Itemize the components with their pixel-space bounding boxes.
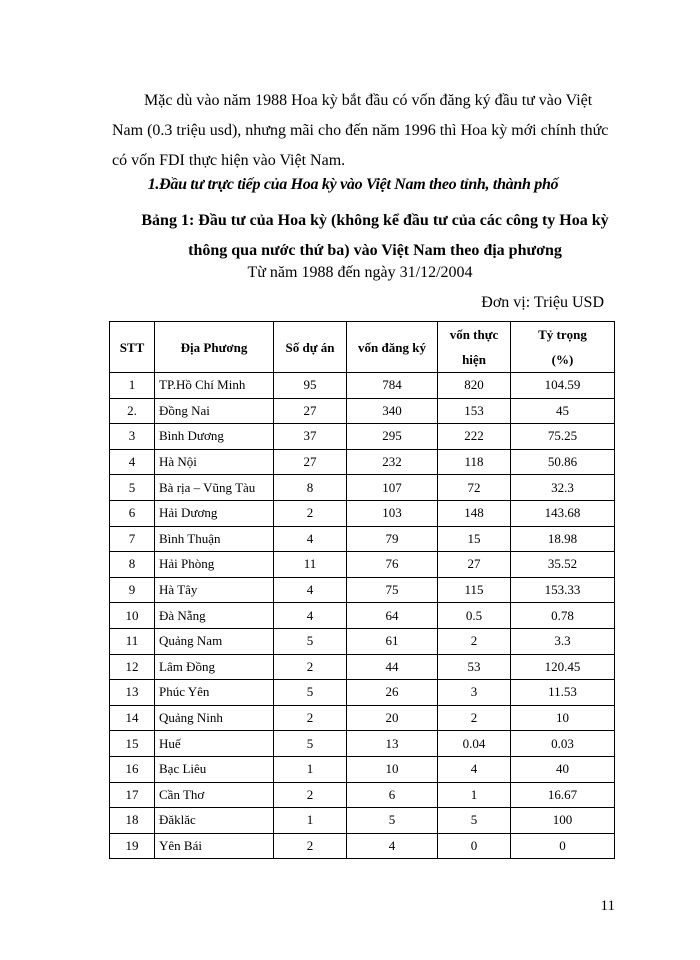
header-implemented: [438, 322, 511, 373]
cell-implemented: 72: [438, 475, 511, 501]
header-implemented-line-2: hiện: [462, 352, 486, 367]
cell-stt: 6: [110, 500, 155, 526]
cell-projects: 4: [274, 603, 347, 629]
cell-projects: 2: [274, 705, 347, 731]
intro-line-2: Nam (0.3 triệu usd), nhưng mãi cho đến năm 1996 thì Hoa kỳ mới chính thức: [112, 122, 609, 139]
cell-share: 40: [511, 756, 615, 782]
cell-registered: 5: [347, 808, 438, 834]
cell-stt: 13: [110, 680, 155, 706]
table-row: [110, 756, 615, 782]
unit-label: Đơn vị: Triệu USD: [481, 294, 604, 311]
table-caption: [140, 206, 610, 266]
table-row: [110, 398, 615, 424]
cell-location: Quảng Nam: [155, 628, 274, 654]
cell-projects: 5: [274, 731, 347, 757]
table-row: [110, 449, 615, 475]
cell-implemented: 0: [438, 833, 511, 859]
cell-projects: 4: [274, 577, 347, 603]
cell-implemented: 2: [438, 628, 511, 654]
table-row: [110, 808, 615, 834]
cell-registered: 107: [347, 475, 438, 501]
header-registered: vốn đăng ký: [347, 322, 438, 373]
cell-implemented: 0.5: [438, 603, 511, 629]
section-heading: [0, 176, 700, 194]
cell-share: 3.3: [511, 628, 615, 654]
cell-share: 50.86: [511, 449, 615, 475]
cell-location: Hà Nội: [155, 449, 274, 475]
cell-registered: 4: [347, 833, 438, 859]
cell-share: 143.68: [511, 500, 615, 526]
cell-share: 45: [511, 398, 615, 424]
cell-projects: 2: [274, 782, 347, 808]
table-row: [110, 603, 615, 629]
table-header: [110, 322, 615, 373]
table-row: [110, 526, 615, 552]
cell-projects: 5: [274, 628, 347, 654]
table-row: [110, 475, 615, 501]
cell-projects: 1: [274, 808, 347, 834]
header-location: Địa Phương: [155, 322, 274, 373]
table-row: [110, 654, 615, 680]
cell-implemented: 27: [438, 552, 511, 578]
period-text: Từ năm 1988 đến ngày 31/12/2004: [247, 264, 473, 281]
header-share-line-2: (%): [551, 352, 574, 367]
cell-location: Hà Tây: [155, 577, 274, 603]
cell-share: 0.78: [511, 603, 615, 629]
cell-location: Yên Bái: [155, 833, 274, 859]
table-row: [110, 705, 615, 731]
cell-share: 120.45: [511, 654, 615, 680]
cell-stt: 19: [110, 833, 155, 859]
cell-registered: 295: [347, 424, 438, 450]
header-stt: STT: [110, 322, 155, 373]
cell-location: Bình Thuận: [155, 526, 274, 552]
cell-registered: 79: [347, 526, 438, 552]
cell-location: TP.Hồ Chí Minh: [155, 373, 274, 399]
cell-location: Cần Thơ: [155, 782, 274, 808]
cell-implemented: 1: [438, 782, 511, 808]
cell-implemented: 222: [438, 424, 511, 450]
cell-location: Hải Phòng: [155, 552, 274, 578]
table-row: [110, 833, 615, 859]
table-row: [110, 731, 615, 757]
cell-stt: 1: [110, 373, 155, 399]
cell-registered: 75: [347, 577, 438, 603]
cell-location: Bình Dương: [155, 424, 274, 450]
cell-registered: 44: [347, 654, 438, 680]
table-row: [110, 577, 615, 603]
cell-stt: 14: [110, 705, 155, 731]
cell-registered: 340: [347, 398, 438, 424]
cell-share: 10: [511, 705, 615, 731]
cell-stt: 3: [110, 424, 155, 450]
header-implemented-line-1: vốn thực: [449, 327, 499, 342]
table-row: [110, 373, 615, 399]
cell-location: Đồng Nai: [155, 398, 274, 424]
cell-location: Đà Nẵng: [155, 603, 274, 629]
cell-stt: 16: [110, 756, 155, 782]
cell-share: 11.53: [511, 680, 615, 706]
period-line: [0, 264, 700, 282]
cell-projects: 8: [274, 475, 347, 501]
header-projects: Số dự án: [274, 322, 347, 373]
cell-projects: 11: [274, 552, 347, 578]
cell-stt: 11: [110, 628, 155, 654]
cell-location: Phúc Yên: [155, 680, 274, 706]
cell-implemented: 3: [438, 680, 511, 706]
cell-location: Bạc Liêu: [155, 756, 274, 782]
cell-implemented: 2: [438, 705, 511, 731]
cell-registered: 26: [347, 680, 438, 706]
cell-share: 18.98: [511, 526, 615, 552]
cell-stt: 10: [110, 603, 155, 629]
header-share: [511, 322, 615, 373]
cell-share: 75.25: [511, 424, 615, 450]
table-row: [110, 628, 615, 654]
cell-registered: 103: [347, 500, 438, 526]
cell-implemented: 118: [438, 449, 511, 475]
intro-line-3: có vốn FDI thực hiện vào Việt Nam.: [112, 152, 346, 169]
cell-registered: 10: [347, 756, 438, 782]
cell-stt: 2.: [110, 398, 155, 424]
cell-share: 153.33: [511, 577, 615, 603]
cell-implemented: 0.04: [438, 731, 511, 757]
cell-registered: 232: [347, 449, 438, 475]
cell-implemented: 53: [438, 654, 511, 680]
cell-registered: 13: [347, 731, 438, 757]
cell-implemented: 115: [438, 577, 511, 603]
cell-projects: 2: [274, 654, 347, 680]
fdi-table: [109, 321, 615, 859]
cell-implemented: 5: [438, 808, 511, 834]
table-header-row: [110, 322, 615, 373]
cell-registered: 64: [347, 603, 438, 629]
cell-location: Lâm Đồng: [155, 654, 274, 680]
table-row: [110, 424, 615, 450]
cell-projects: 2: [274, 500, 347, 526]
table-row: [110, 552, 615, 578]
cell-projects: 95: [274, 373, 347, 399]
cell-stt: 5: [110, 475, 155, 501]
cell-share: 0: [511, 833, 615, 859]
cell-projects: 27: [274, 398, 347, 424]
cell-projects: 1: [274, 756, 347, 782]
cell-stt: 7: [110, 526, 155, 552]
cell-implemented: 15: [438, 526, 511, 552]
cell-implemented: 148: [438, 500, 511, 526]
header-share-line-1: Tỷ trọng: [538, 327, 587, 342]
cell-stt: 8: [110, 552, 155, 578]
section-heading-text: 1.Đầu tư trực tiếp của Hoa kỳ vào Việt Nam theo tỉnh, thành phố: [147, 176, 559, 193]
cell-location: Bà rịa – Vũng Tàu: [155, 475, 274, 501]
table-body: [110, 373, 615, 859]
cell-implemented: 153: [438, 398, 511, 424]
cell-share: 100: [511, 808, 615, 834]
cell-share: 16.67: [511, 782, 615, 808]
cell-share: 0.03: [511, 731, 615, 757]
table-row: [110, 500, 615, 526]
cell-registered: 61: [347, 628, 438, 654]
cell-stt: 12: [110, 654, 155, 680]
cell-projects: 4: [274, 526, 347, 552]
cell-location: Huế: [155, 731, 274, 757]
cell-location: Quảng Ninh: [155, 705, 274, 731]
cell-share: 35.52: [511, 552, 615, 578]
cell-location: Hải Dương: [155, 500, 274, 526]
cell-implemented: 820: [438, 373, 511, 399]
cell-share: 104.59: [511, 373, 615, 399]
intro-paragraph: [112, 86, 617, 176]
cell-registered: 6: [347, 782, 438, 808]
cell-stt: 4: [110, 449, 155, 475]
cell-stt: 15: [110, 731, 155, 757]
cell-implemented: 4: [438, 756, 511, 782]
cell-projects: 27: [274, 449, 347, 475]
table-caption-line-2: thông qua nước thứ ba) vào Việt Nam theo địa phương: [188, 242, 562, 259]
page-number: 11: [600, 898, 615, 914]
table-row: [110, 782, 615, 808]
cell-registered: 784: [347, 373, 438, 399]
cell-location: Đăklăc: [155, 808, 274, 834]
cell-stt: 9: [110, 577, 155, 603]
cell-stt: 17: [110, 782, 155, 808]
cell-projects: 37: [274, 424, 347, 450]
cell-stt: 18: [110, 808, 155, 834]
cell-registered: 76: [347, 552, 438, 578]
table-caption-line-1: Bảng 1: Đầu tư của Hoa kỳ (không kể đầu tư của các công ty Hoa kỳ: [141, 212, 609, 229]
table-row: [110, 680, 615, 706]
cell-share: 32.3: [511, 475, 615, 501]
cell-projects: 2: [274, 833, 347, 859]
cell-registered: 20: [347, 705, 438, 731]
cell-projects: 5: [274, 680, 347, 706]
intro-line-1: Mặc dù vào năm 1988 Hoa kỳ bắt đầu có vốn đăng ký đầu tư vào Việt: [144, 92, 593, 109]
